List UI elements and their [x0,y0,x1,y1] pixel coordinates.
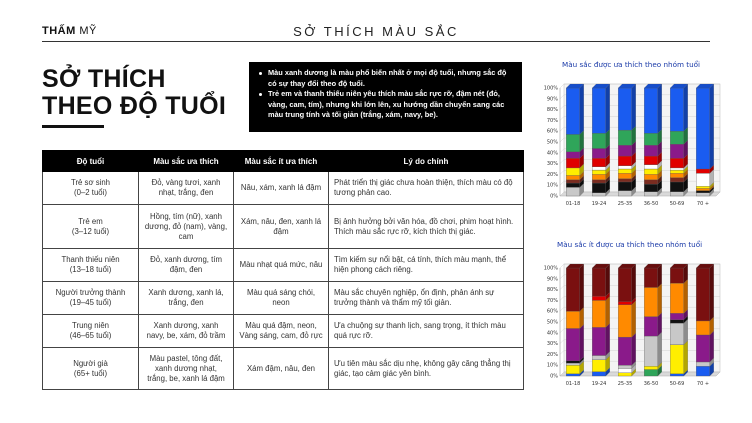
bar-segment [592,180,606,183]
bar-segment [670,178,684,182]
bar-segment-side [580,84,584,134]
gridline-diag [560,275,564,279]
x-tick-label: 25-35 [617,381,633,387]
reason-cell: Tìm kiếm sự nổi bật, cá tính, thích màu mạnh, thể hiện phong cách riêng. [329,249,524,282]
bar-segment [566,180,580,183]
age-label: Trẻ em [78,216,103,226]
bar-segment [644,336,658,366]
bar-segment-side [632,264,636,301]
x-tick-label: 70 + [696,381,710,387]
color-preference-table [42,150,524,390]
gridline-diag [560,286,564,290]
bar-segment-side [710,331,714,362]
bar-segment-side [632,333,636,365]
bar-segment [566,187,580,196]
bar-segment [566,365,580,374]
bar-segment [566,374,580,376]
age-label: Người già [73,358,108,368]
bar-segment [644,169,658,174]
main-heading-line-1: SỞ THÍCH [42,65,166,93]
bar-segment [618,173,632,178]
disliked-cell: Màu quá sáng chói, neon [234,282,329,315]
bar-segment [592,133,606,148]
bar-segment [618,179,632,182]
bar-segment-side [632,301,636,337]
main-heading-line-2: THEO ĐỘ TUỔI [42,92,227,120]
bar-segment [696,191,710,193]
bar-segment [670,131,684,144]
bar-segment [644,165,658,169]
gridline-diag [560,329,564,333]
bar-segment [644,180,658,184]
header-divider [42,41,710,42]
x-tick-label: 19-24 [591,201,607,207]
y-tick-label: 90% [546,96,558,103]
summary-note: Màu xanh dương là màu phổ biến nhất ở mọi độ tuổi, nhưng sắc độ có sự thay đổi theo độ tuổi. [259,68,514,89]
bar-segment [696,193,710,196]
bar-segment [618,365,632,368]
bar-segment [618,368,632,372]
y-tick-label: 20% [546,351,558,358]
bar-segment [644,370,658,376]
bar-segment [670,268,684,283]
bar-segment [566,152,580,158]
table-row [43,315,524,348]
reason-cell: Phát triển thị giác chưa hoàn thiện, thích màu có độ tương phản cao. [329,172,524,205]
bar-segment [618,145,632,156]
bar-segment [670,88,684,131]
liked-colors-chart [538,82,722,210]
bar-segment [592,296,606,300]
bar-segment [566,361,580,363]
summary-note: Trẻ em và thanh thiếu niên yêu thích màu sắc rực rỡ, đậm nét (đỏ, vàng, cam, tím), nhưng khi lớn lên, xu hướng dần chuyển sang các màu trung tính và tối giản (trắng, xám, navy, be). [259,89,514,121]
bar-segment [618,191,632,196]
liked-cell: Xanh dương, xanh navy, be, xám, đỏ trầm [139,315,234,348]
y-tick-label: 30% [546,341,558,348]
x-tick-label: 19-24 [591,381,607,387]
x-tick-label: 36-50 [643,381,659,387]
bar-segment [670,313,684,319]
x-tick-label: 01-18 [565,201,581,207]
gridline-diag [560,116,564,120]
age-range: (3–12 tuổi) [71,226,110,236]
bar-segment [566,168,580,176]
age-cell [43,249,139,282]
bar-segment [644,174,658,179]
bar-segment-side [710,264,714,321]
reason-cell: Bị ảnh hưởng bởi văn hóa, đồ chơi, phim hoạt hình. Thích màu sắc rực rỡ, kích thích thị giác. [329,205,524,249]
reason-cell: Ưu tiên màu sắc dịu nhẹ, không gây căng thẳng thị giác, tạo cảm giác yên bình. [329,348,524,390]
bar-segment-side [684,279,688,313]
liked-cell: Đỏ, vàng tươi, xanh nhạt, trắng, đen [139,172,234,205]
bar-segment [644,88,658,133]
x-tick-label: 25-35 [617,201,633,207]
bar-segment [566,175,580,179]
bar-segment [696,268,710,321]
gridline-diag [560,95,564,99]
bar-segment [618,166,632,169]
bar-segment [644,184,658,192]
bar-segment [592,174,606,179]
bar-segment [618,88,632,130]
y-tick-label: 70% [546,297,558,304]
bar-segment [592,148,606,158]
disliked-colors-chart [538,262,722,390]
age-cell [43,282,139,315]
disliked-chart-title: Màu sắc ít được ưa thích theo nhóm tuổi [557,240,703,249]
bar-segment [566,183,580,187]
bar-segment-side [684,319,688,345]
age-range: (0–2 tuổi) [74,188,107,197]
summary-note-list [259,68,514,121]
bar-segment [644,287,658,316]
y-tick-label: 80% [546,107,558,114]
header-liked: Màu sắc ưa thích [139,151,234,172]
bar-segment [696,188,710,190]
bar-segment-side [658,332,662,366]
gridline-diag [560,350,564,354]
bar-segment [566,268,580,311]
bar-segment [696,169,710,173]
bar-segment [670,168,684,170]
table-row [43,249,524,282]
age-label: Thanh thiếu niên [61,255,120,264]
bar-segment [696,321,710,335]
bar-segment-side [658,84,662,133]
age-cell [43,172,139,205]
y-tick-label: 40% [546,150,558,157]
heading-underline [42,125,104,128]
bar-segment [566,88,580,134]
table-row [43,205,524,249]
bar-segment [592,268,606,296]
header-reason: Lý do chính [329,151,524,172]
bar-segment [566,134,580,151]
bar-segment [696,362,710,366]
bar-segment [670,345,684,374]
bar-segment [618,373,632,376]
age-range: (19–45 tuổi) [69,298,112,307]
bar-segment [618,130,632,145]
brand-bold: THẤM [42,25,76,37]
gridline-diag [560,340,564,344]
bar-segment [670,158,684,168]
age-cell [43,348,139,390]
bar-segment-side [710,84,714,169]
y-tick-label: 40% [546,330,558,337]
bar-segment [644,317,658,336]
table-row [43,172,524,205]
reason-cell: Màu sắc chuyên nghiệp, ổn định, phản ánh sự trưởng thành và thẩm mỹ tối giản. [329,282,524,315]
bar-segment [670,173,684,177]
bar-segment [592,327,606,355]
bar-segment [592,193,606,196]
bar-segment [696,173,710,186]
gridline-diag [560,181,564,185]
disliked-cell: Xám, nâu, đen, xanh lá đậm [234,205,329,249]
bar-segment [566,311,580,328]
bar-segment [566,158,580,168]
bar-segment [592,183,606,193]
y-tick-label: 20% [546,171,558,178]
y-tick-label: 60% [546,128,558,135]
gridline-diag [560,106,564,110]
bar-segment [618,169,632,173]
bar-segment [618,156,632,166]
bar-segment [644,192,658,196]
bar-segment [670,144,684,158]
y-tick-label: 0% [550,373,558,380]
disliked-cell: Xám đậm, nâu, đen [234,348,329,390]
bar-segment-side [606,323,610,355]
age-range: (65+ tuổi) [73,368,108,378]
gridline-diag [560,149,564,153]
main-heading [42,66,226,120]
disliked-cell: Màu nhạt quá mức, nâu [234,249,329,282]
liked-cell: Đỏ, xanh dương, tím đậm, đen [139,249,234,282]
gridline-diag [560,264,564,268]
x-tick-label: 01-18 [565,381,581,387]
y-tick-label: 10% [546,182,558,189]
header-disliked: Màu sắc ít ưa thích [234,151,329,172]
gridline-diag [560,160,564,164]
bar-segment [670,182,684,192]
age-range: (46–65 tuổi) [69,331,112,340]
bar-segment [670,170,684,173]
liked-chart-title: Màu sắc được ưa thích theo nhóm tuổi [562,60,701,69]
reason-cell: Ưa chuộng sự thanh lịch, sang trọng, ít thích màu quá rực rỡ. [329,315,524,348]
bar-segment-side [632,84,636,130]
y-tick-label: 70% [546,117,558,124]
age-label: Trẻ sơ sinh [70,178,111,187]
y-tick-label: 80% [546,287,558,294]
y-tick-label: 100% [543,265,558,272]
bar-segment [644,133,658,145]
gridline-diag [560,296,564,300]
brand-light: MỸ [79,25,97,37]
bar-segment [670,320,684,323]
bar-segment-side [658,283,662,316]
bar-segment [670,323,684,345]
y-tick-label: 10% [546,362,558,369]
bar-segment [592,88,606,133]
bar-segment-side [606,296,610,327]
gridline-diag [560,170,564,174]
bar-segment [670,192,684,196]
table-row [43,348,524,390]
liked-cell: Hồng, tím (nữ), xanh dương, đỏ (nam), vàng, cam [139,205,234,249]
bar-segment-side [606,84,610,133]
bar-segment [592,360,606,372]
x-tick-label: 70 + [696,201,710,207]
bar-segment [592,300,606,327]
bar-segment [566,328,580,360]
y-tick-label: 60% [546,308,558,315]
bar-segment [696,186,710,188]
gridline-diag [560,84,564,88]
plot-floor [560,192,720,196]
bar-segment [592,355,606,359]
bar-segment [696,88,710,169]
liked-cell: Xanh dương, xanh lá, trắng, đen [139,282,234,315]
age-range: (13–18 tuổi) [69,265,112,274]
y-tick-label: 30% [546,161,558,168]
bar-segment [644,156,658,165]
table-header-row [43,151,524,172]
table-row [43,282,524,315]
bar-segment [670,374,684,376]
bar-segment [644,268,658,287]
y-tick-label: 100% [543,85,558,92]
bar-segment-side [606,264,610,296]
gridline-diag [560,138,564,142]
bar-segment [618,268,632,301]
gridline-diag [560,361,564,365]
y-tick-label: 0% [550,193,558,200]
x-tick-label: 36-50 [643,201,659,207]
bar-segment [592,170,606,174]
bar-segment [670,283,684,313]
disliked-cell: Nâu, xám, xanh lá đậm [234,172,329,205]
plot-floor [560,372,720,376]
y-tick-label: 90% [546,276,558,283]
header-age: Độ tuổi [43,151,139,172]
age-cell [43,205,139,249]
bar-segment [592,167,606,170]
gridline-diag [560,127,564,131]
bar-segment-side [684,341,688,374]
bar-segment-side [580,324,584,360]
age-label: Người trưởng thành [55,288,126,297]
bar-segment [696,366,710,376]
gridline-diag [560,318,564,322]
bar-segment [618,182,632,191]
bar-segment [592,372,606,376]
x-tick-label: 50-69 [669,201,685,207]
age-cell [43,315,139,348]
bar-segment [696,335,710,362]
bar-segment [618,305,632,337]
summary-note-box [249,62,522,132]
liked-cell: Màu pastel, tông đất, xanh dương nhạt, trắng, be, xanh lá đậm [139,348,234,390]
x-tick-label: 50-69 [669,381,685,387]
bar-segment [644,366,658,369]
bar-segment-side [580,264,584,311]
bar-segment [618,301,632,304]
bar-segment [644,145,658,156]
y-tick-label: 50% [546,319,558,326]
gridline-diag [560,307,564,311]
bar-segment [566,363,580,365]
bar-segment [592,158,606,167]
age-label: Trung niên [72,321,109,330]
page-title: SỞ THÍCH MÀU SẮC [293,24,459,39]
bar-segment-side [684,84,688,131]
y-tick-label: 50% [546,139,558,146]
bar-segment [618,337,632,365]
disliked-cell: Màu quá đậm, neon, Vàng sáng, cam, đỏ rực [234,315,329,348]
